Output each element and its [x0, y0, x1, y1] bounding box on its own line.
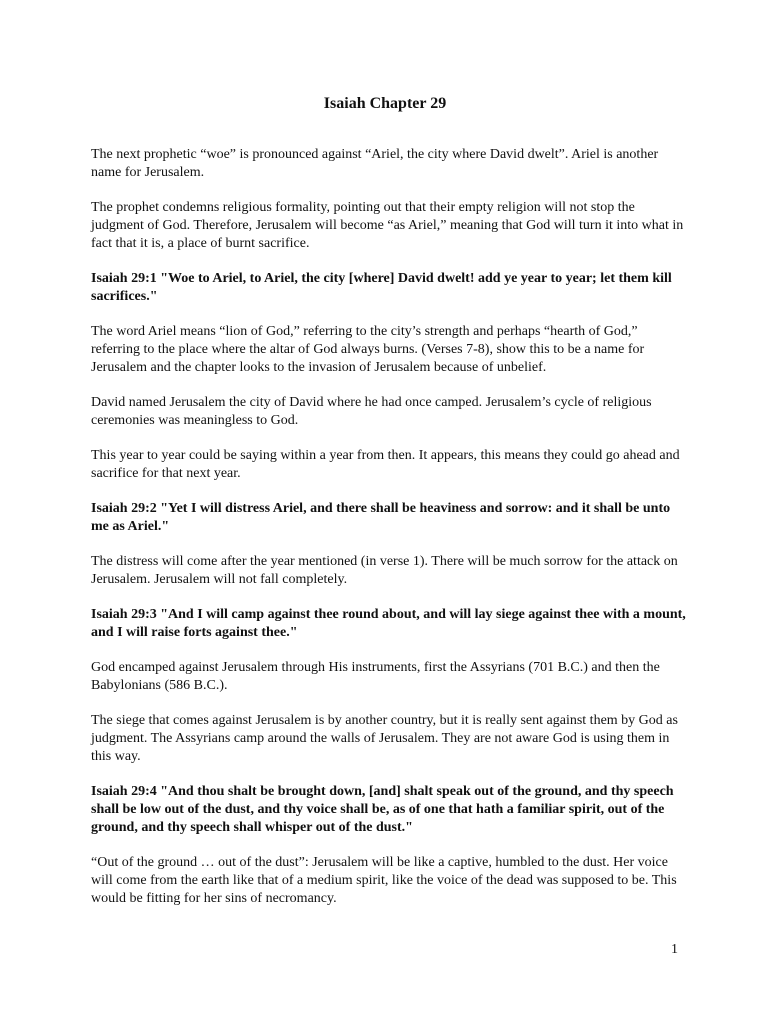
- paragraph: The distress will come after the year mentioned (in verse 1). There will be much sorrow for the attack on Jerusalem. Jerusalem will not fall completely.: [91, 554, 678, 587]
- paragraph: The prophet condemns religious formality, pointing out that their empty religion will not stop the judgment of God. Therefore, Jerusalem will become “as Ariel,” meaning that God will turn it into what in fact that it is, a place of burnt sacrifice.: [91, 200, 684, 251]
- verse-heading: Isaiah 29:2 "Yet I will distress Ariel, and there shall be heaviness and sorrow: and it shall be unto me as Ariel.": [91, 501, 671, 534]
- paragraph: The word Ariel means “lion of God,” referring to the city’s strength and perhaps “hearth of God,” referring to the place where the altar of God always burns. (Verses 7-8), show this to be a name for Jerusalem and the chapter looks to the invasion of Jerusalem because of unbelief.: [91, 324, 645, 375]
- verse-heading: Isaiah 29:3 "And I will camp against thee round about, and will lay siege against thee with a mount, and I will raise forts against thee.": [91, 607, 686, 640]
- paragraph: David named Jerusalem the city of David where he had once camped. Jerusalem’s cycle of religious ceremonies was meaningless to God.: [91, 395, 652, 428]
- verse-heading: Isaiah 29:1 "Woe to Ariel, to Ariel, the city [where] David dwelt! add ye year to year; let them kill sacrifices.": [91, 271, 672, 304]
- page-number: 1: [671, 942, 678, 957]
- page-title: Isaiah Chapter 29: [323, 95, 447, 112]
- paragraph: The siege that comes against Jerusalem is by another country, but it is really sent against them by God as judgment. The Assyrians camp around the walls of Jerusalem. They are not aware God is using them in this way.: [91, 713, 678, 764]
- paragraph: “Out of the ground … out of the dust”: Jerusalem will be like a captive, humbled to the dust. Her voice will come from the earth like that of a medium spirit, like the voice of the dead was supposed to be. This would be fitting for her sins of necromancy.: [91, 855, 677, 906]
- paragraph: This year to year could be saying within a year from then. It appears, this means they could go ahead and sacrifice for that next year.: [91, 448, 680, 481]
- paragraph: God encamped against Jerusalem through His instruments, first the Assyrians (701 B.C.) and then the Babylonians (586 B.C.).: [91, 660, 660, 693]
- paragraph: The next prophetic “woe” is pronounced against “Ariel, the city where David dwelt”. Ariel is another name for Jerusalem.: [91, 147, 659, 180]
- verse-heading: Isaiah 29:4 "And thou shalt be brought down, [and] shalt speak out of the ground, and thy speech shall be low out of the dust, and thy voice shall be, as of one that hath a familiar spirit, out of the ground, and thy speech shall whisper out of the dust.": [91, 784, 674, 835]
- document-body: [91, 146, 689, 925]
